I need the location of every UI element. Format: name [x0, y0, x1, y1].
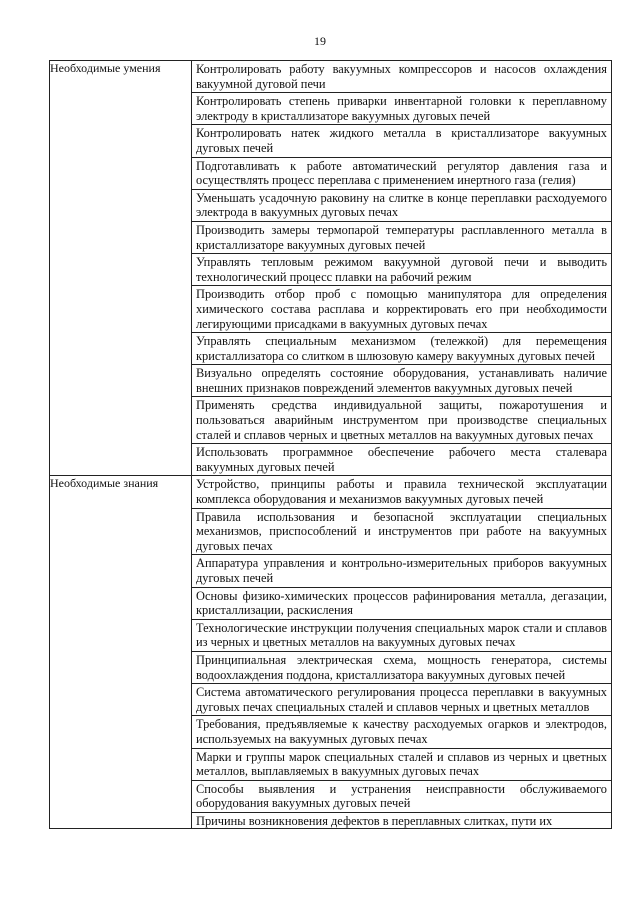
- list-item: Визуально определять состояние оборудования, устанавливать наличие внешних признаков повреждений элементов вакуумных дуговых печей: [192, 364, 611, 396]
- section-items: [192, 61, 612, 476]
- list-item: Аппаратура управления и контрольно-измерительных приборов вакуумных дуговых печей: [192, 554, 611, 586]
- list-item: Контролировать работу вакуумных компрессоров и насосов охлаждения вакуумной дуговой печи: [196, 62, 607, 91]
- list-item: Принципиальная электрическая схема, мощность генератора, системы водоохлаждения поддона, кристаллизатора вакуумных дуговых печей: [192, 651, 611, 683]
- list-item: Причины возникновения дефектов в переплавных слитках, пути их: [192, 812, 611, 828]
- list-item: Способы выявления и устранения неисправности обслуживаемого оборудования вакуумных дуговых печей: [192, 780, 611, 812]
- list-item: Требования, предъявляемые к качеству расходуемых огарков и электродов, используемых на вакуумных дуговых печах: [192, 715, 611, 747]
- section-label: Необходимые умения: [50, 61, 192, 476]
- section-items: [192, 476, 612, 828]
- list-item: Устройство, принципы работы и правила технической эксплуатации комплекса оборудования и механизмов вакуумных дуговых печей: [196, 477, 607, 507]
- list-item: Управлять специальным механизмом (тележкой) для перемещения кристаллизатора со слитком в шлюзовую камеру вакуумных дуговых печей: [192, 332, 611, 364]
- list-item: Производить отбор проб с помощью манипулятора для определения химического состава расплава и корректировать его при необходимости легирующими присадками в вакуумных дуговых печах: [192, 285, 611, 332]
- table-row: [50, 61, 612, 476]
- table-row: [50, 476, 612, 828]
- list-item: Уменьшать усадочную раковину на слитке в конце переплавки расходуемого электрода в вакуумных дуговых печах: [192, 189, 611, 221]
- list-item: Марки и группы марок специальных сталей и сплавов из черных и цветных металлов, выплавляемых в вакуумных дуговых печах: [192, 748, 611, 780]
- list-item: Управлять тепловым режимом вакуумной дуговой печи и выводить технологический процесс плавки на рабочий режим: [192, 253, 611, 285]
- list-item: Контролировать степень приварки инвентарной головки к переплавному электроду в кристаллизаторе вакуумных дуговых печей: [192, 92, 611, 124]
- list-item: Подготавливать к работе автоматический регулятор давления газа и осуществлять процесс переплава с применением инертного газа (гелия): [192, 157, 611, 189]
- list-item: Применять средства индивидуальной защиты, пожаротушения и пользоваться аварийным инструментом при производстве специальных сталей и сплавов черных и цветных металлов на вакуумных дуговых печах: [192, 396, 611, 443]
- list-item: Использовать программное обеспечение рабочего места сталевара вакуумных дуговых печей: [192, 443, 611, 475]
- list-item: Контролировать натек жидкого металла в кристаллизаторе вакуумных дуговых печей: [192, 124, 611, 156]
- requirements-table: [49, 60, 612, 829]
- section-label: Необходимые знания: [50, 476, 192, 828]
- list-item: Правила использования и безопасной эксплуатации специальных механизмов, приспособлений и инструментов при работе на вакуумных дуговых печах: [192, 508, 611, 555]
- list-item: Основы физико-химических процессов рафинирования металла, дегазации, кристаллизации, раскисления: [192, 587, 611, 619]
- page-number: 19: [314, 34, 326, 48]
- list-item: Технологические инструкции получения специальных марок стали и сплавов из черных и цветных металлов на вакуумных дуговых печах: [192, 619, 611, 651]
- list-item: Производить замеры термопарой температуры расплавленного металла в кристаллизаторе вакуумных дуговых печей: [192, 221, 611, 253]
- list-item: Система автоматического регулирования процесса переплавки в вакуумных дуговых печах специальных сталей и сплавов черных и цветных металлов: [192, 683, 611, 715]
